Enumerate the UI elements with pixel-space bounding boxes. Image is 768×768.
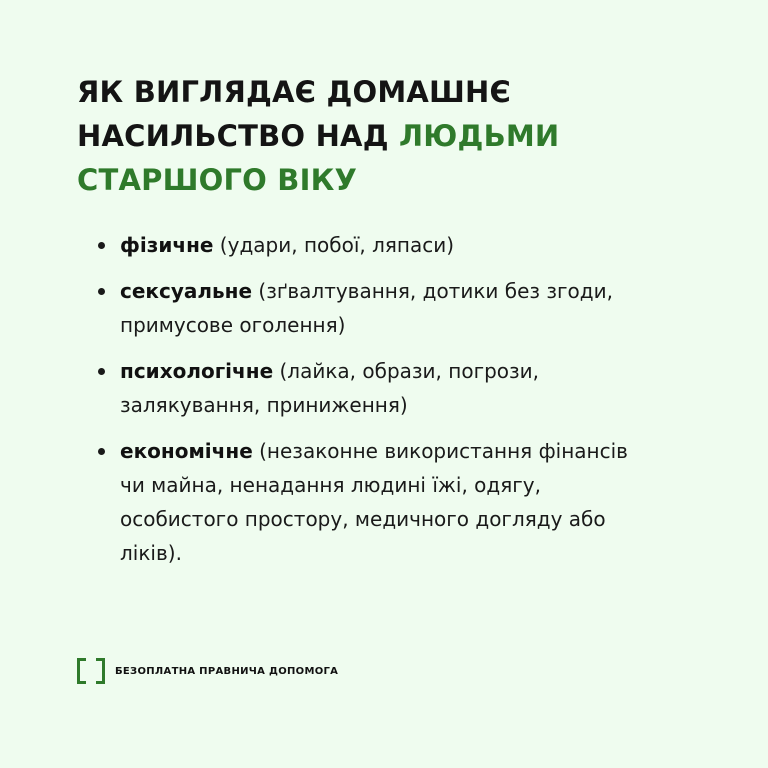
bullet-dot-icon xyxy=(98,242,105,249)
list-item-physical xyxy=(98,228,658,262)
bullet-dot-icon xyxy=(98,368,105,375)
item-term: психологічне xyxy=(120,359,274,383)
bullet-dot-icon xyxy=(98,288,105,295)
title-line-2-plain: НАСИЛЬСТВО НАД xyxy=(77,119,400,153)
brackets-logo-icon xyxy=(77,658,105,684)
item-description: (незаконне використання фінансів чи майна, ненадання людині їжі, одягу, особистого простору, медичного догляду або ліків). xyxy=(120,439,628,565)
list-item-economic xyxy=(98,434,658,570)
item-term: економічне xyxy=(120,439,253,463)
title-line-1: ЯК ВИГЛЯДАЄ ДОМАШНЄ xyxy=(77,75,512,109)
list-item-sexual xyxy=(98,274,658,342)
item-description: (лайка, образи, погрози, залякування, приниження) xyxy=(120,359,539,417)
bullet-dot-icon xyxy=(98,448,105,455)
list-item-psychological xyxy=(98,354,658,422)
item-term: сексуальне xyxy=(120,279,253,303)
page-title xyxy=(77,70,717,202)
violence-types-list xyxy=(98,228,658,582)
item-term: фізичне xyxy=(120,233,214,257)
organization-name: БЕЗОПЛАТНА ПРАВНИЧА ДОПОМОГА xyxy=(115,665,339,677)
item-description: (зґвалтування, дотики без згоди, примусове оголення) xyxy=(120,279,613,337)
footer-brand xyxy=(77,658,338,684)
title-line-3-accent: СТАРШОГО ВІКУ xyxy=(77,163,358,197)
item-description: (удари, побої, ляпаси) xyxy=(213,233,455,257)
title-line-2-accent: ЛЮДЬМИ xyxy=(399,119,560,153)
